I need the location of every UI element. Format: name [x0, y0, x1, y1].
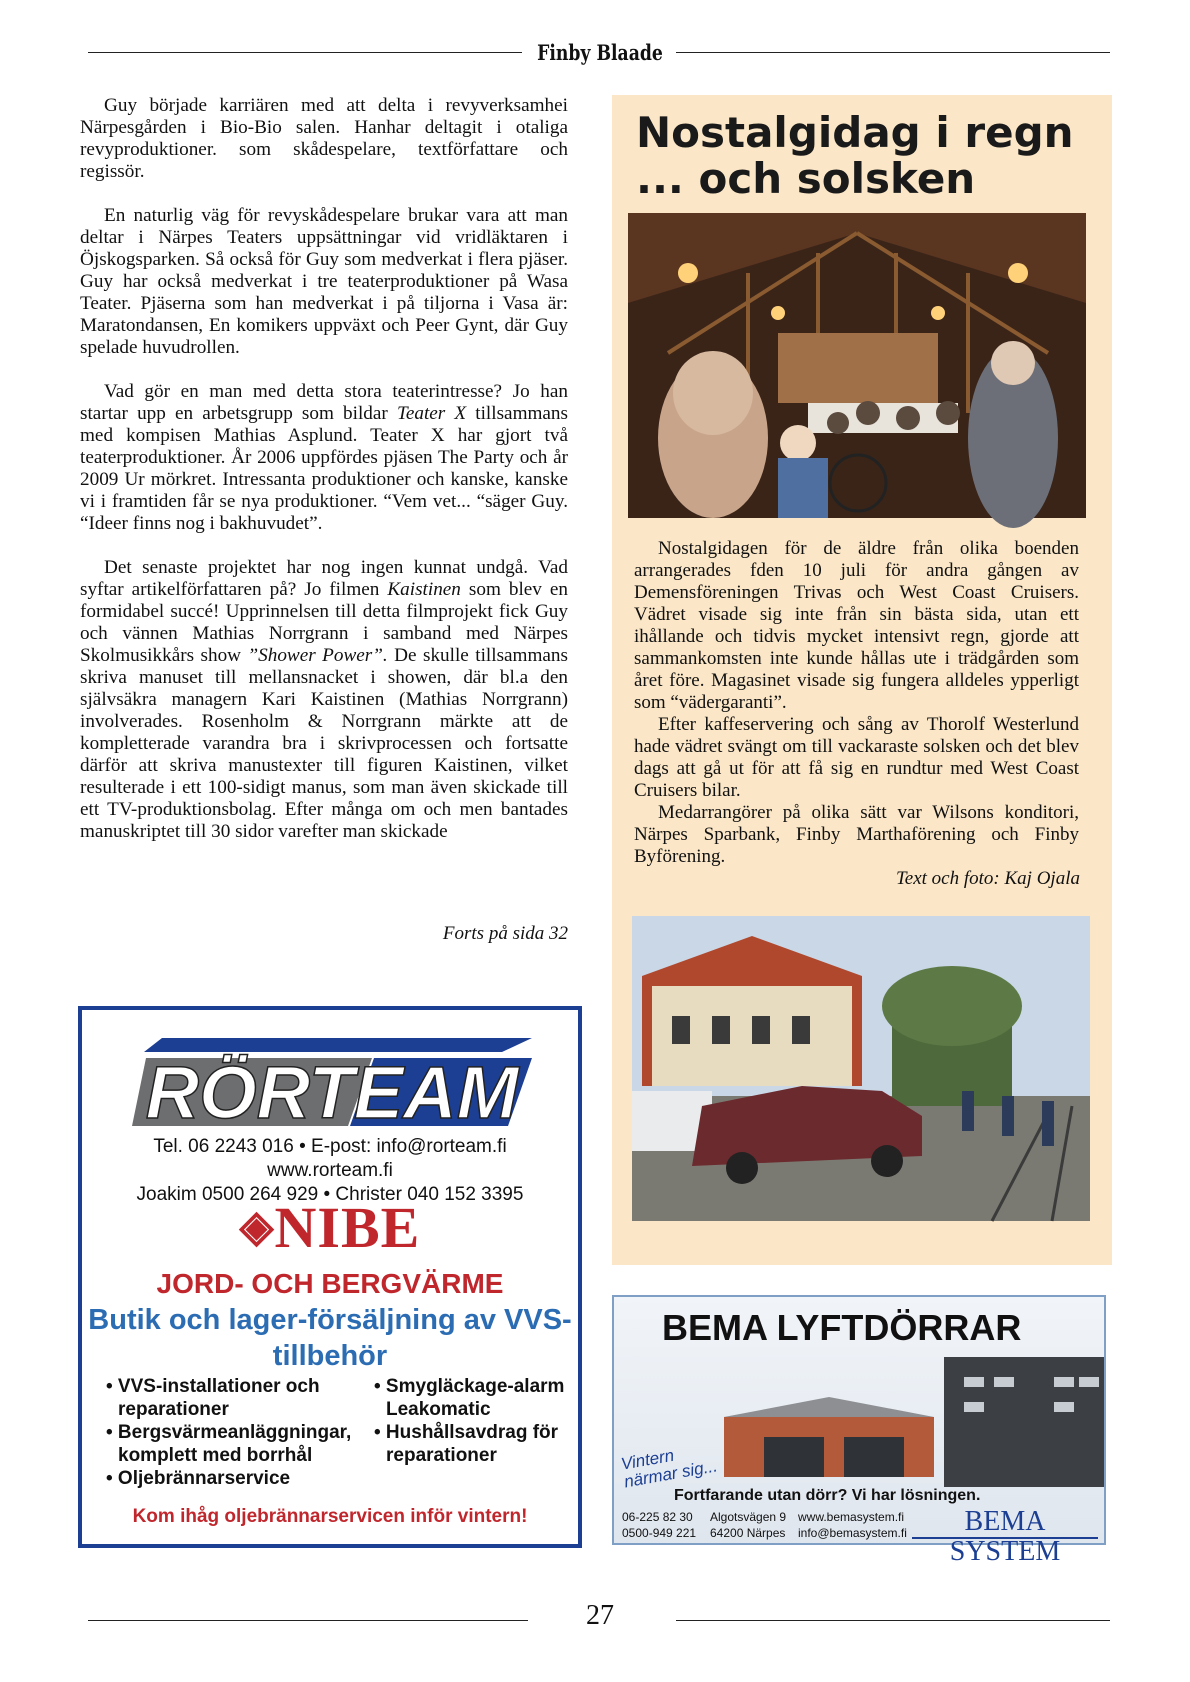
services-left	[106, 1375, 366, 1490]
butik-heading: Butik och lager-försäljning av VVS-tillbehör	[88, 1304, 572, 1372]
bema-headline: BEMA LYFTDÖRRAR	[662, 1307, 1022, 1348]
sidebar-paragraph: Nostalgidagen för de äldre från olika boenden arrangerades fden 10 juli för andra gången av Demensföreningen Trivas och West Coast Cruisers. Vädret visade sig inte från sin bästa sida, utan ett ihållande och tidvis mycket intensivt regn, gjorde att sammankomsten inte kunde hållas ute i trädgården som året före. Magasinet visade sig fungera alldeles ypperligt som “vädergaranti”.	[634, 538, 1079, 713]
photo-barn-interior	[628, 213, 1086, 518]
station-photo-illustration	[632, 916, 1090, 1221]
services-right	[374, 1375, 574, 1467]
header-rule-right	[676, 52, 1110, 53]
footer-rule-right	[676, 1620, 1110, 1621]
sidebar-paragraph: Medarrangörer på olika sätt var Wilsons konditori, Närpes Sparbank, Finby Marthaförening och Finby Byförening.	[634, 802, 1079, 867]
nibe-tagline: JORD- OCH BERGVÄRME	[156, 1268, 504, 1299]
sidebar-paragraph: Efter kaffeservering och sång av Thorolf Westerlund hade vädret svängt om till vackaraste solsken och det blev dags att gå ut för att få sig en rundtur med West Coast Cruisers bilar.	[634, 714, 1079, 801]
continued-note: Forts på sida 32	[442, 923, 568, 944]
bema-system-logo: BEMA SYSTEM	[912, 1507, 1098, 1539]
bema-web-email: www.bemasystem.fi info@bemasystem.fi	[798, 1510, 907, 1540]
sidebar-body	[634, 538, 1079, 868]
article-paragraph: Guy började karriären med att delta i revyverksamhei Närpesgården i Bio-Bio salen. Hanhar deltagit i otaliga revyproduktioner. som skådespelare, textförfattare och regissör.	[80, 95, 568, 182]
footer-rule-left	[88, 1620, 528, 1621]
page-number: 27	[586, 1600, 614, 1631]
nibe-diamond-icon: ◈	[239, 1202, 275, 1251]
rorteam-logo-graphic	[132, 1038, 532, 1134]
nibe-logo: ◈NIBE	[239, 1195, 421, 1260]
service-item: • Bergsvärmeanläggningar, komplett med borrhål	[106, 1422, 352, 1466]
header-rule-left	[88, 52, 522, 53]
sidebar-headline: Nostalgidag i regn ... och solsken	[636, 108, 1074, 203]
barn-photo-illustration	[628, 213, 1086, 518]
reminder-text: Kom ihåg oljebrännarservicen inför vintern!	[132, 1506, 528, 1527]
service-item: • Smygläckage-alarm Leakomatic	[374, 1376, 565, 1420]
bema-phones: 06-225 82 30 0500-949 221	[622, 1510, 697, 1540]
bema-address: Algotsvägen 9 64200 Närpes	[710, 1510, 787, 1540]
service-item: • Oljebrännarservice	[106, 1468, 291, 1489]
photo-station-cars	[632, 916, 1090, 1221]
rorteam-contact: Tel. 06 2243 016 • E-post: info@rorteam.fi	[153, 1136, 507, 1157]
bema-slogan: Vintern närmar sig...	[619, 1445, 719, 1492]
article-column	[80, 95, 568, 865]
photo-credit: Text och foto: Kaj Ojala	[895, 868, 1080, 889]
newspaper-title: Finby Blaade	[537, 40, 663, 65]
bema-tagline: Fortfarande utan dörr? Vi har lösningen.	[674, 1487, 981, 1504]
service-item: • VVS-installationer och reparationer	[106, 1376, 320, 1420]
garage-illustration	[724, 1357, 1104, 1487]
article-paragraph: Vad gör en man med detta stora teaterintresse? Jo han startar upp en arbetsgrupp som bildar Teater X tillsammans med kompisen Mathias Asplund. Teater X har gjort två teaterproduktioner. År 2006 uppfördes pjäsen The Party och år 2009 Ur mörkret. Intressanta produktioner och kanske, kanske vi i framtiden får se nya produktioner. “Vem vet... “säger Guy. “Ideer finns nog i bakhuvudet”.	[80, 381, 568, 534]
article-paragraph: En naturlig väg för revyskådespelare brukar vara att man deltar i Närpes Teaters uppsättningar vid vridläktaren i Öjskogsparken. Så också för Guy som medverkat i flera pjäser. Guy har också medverkat i tre teaterproduktioner på Wasa Teater. Pjäserna som han medverkat i på tiljorna i Vasa är: Maratondansen, En komikers uppväxt och Peer Gynt, där Guy spelade huvudrollen.	[80, 205, 568, 358]
rorteam-website: www.rorteam.fi	[267, 1160, 393, 1181]
ad-bema	[612, 1295, 1106, 1567]
svg-text:RÖRTEAM: RÖRTEAM	[145, 1051, 519, 1134]
article-paragraph: Det senaste projektet har nog ingen kunnat undgå. Vad syftar artikelförfattaren på? Jo filmen Kaistinen som blev en formidabel succé! Upprinnelsen till detta filmprojekt fick Guy och vännen Mathias Norrgrann i samband med Närpes Skolmusikkårs show ”Shower Power”. De skulle tillsammans skriva manuset till mellansnacket i showen, där bl.a den självsäkra managern Kari Kaistinen (Mathias Norrgrann) involverades. Rosenholm & Norrgrann märkte att de kompletterade varandra bra i skrivprocessen och fortsatte därför att skriva manustexter till figuren Kaistinen, vilket resulterade i ett 100-sidigt manus, som man även skickade till ett TV-produktionsbolag. Efter många om och men bantades manuskriptet till 30 sidor varefter man skickade	[80, 557, 568, 842]
ad-rorteam	[78, 1006, 582, 1548]
service-item: • Hushållsavdrag för reparationer	[374, 1422, 559, 1466]
rorteam-logo	[132, 1038, 532, 1134]
rorteam-phones: Joakim 0500 264 929 • Christer 040 152 3395	[136, 1184, 524, 1205]
